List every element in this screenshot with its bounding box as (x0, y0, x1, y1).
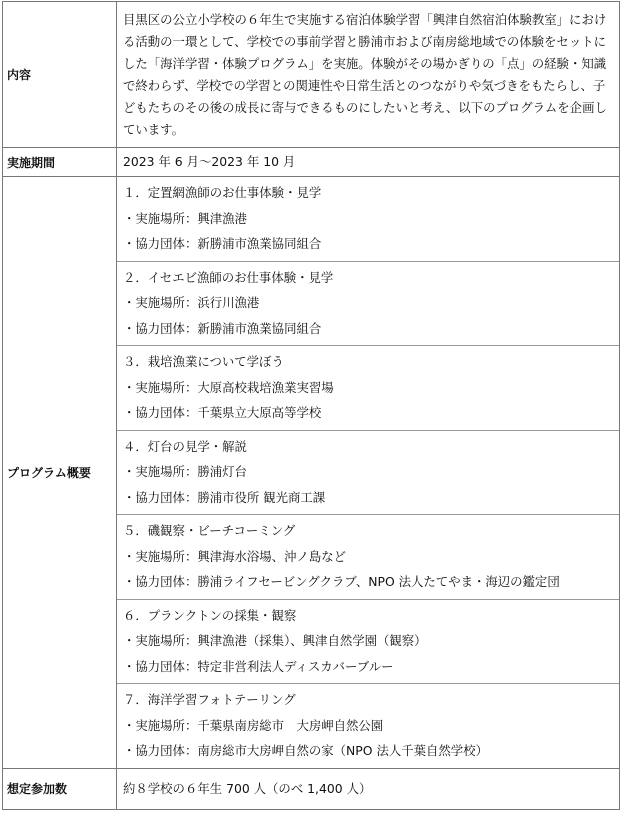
program-title: ３．栽培漁業について学ぼう (123, 354, 284, 369)
program-place: ・実施場所：千葉県南房総市 大房岬自然公園 (123, 717, 384, 733)
programs-label: プログラム概要 (3, 177, 117, 769)
programs-row (3, 177, 620, 769)
program-item (117, 684, 619, 768)
period-cell (117, 148, 620, 177)
program-partner: ・協力団体：千葉県立大原高等学校 (123, 405, 322, 420)
program-partner: ・協力団体：南房総市大房岬自然の家（NPO 法人千葉自然学校） (123, 743, 488, 758)
program-item (117, 515, 619, 600)
participants-cell (117, 768, 620, 809)
program-place: ・実施場所：浜行川漁港 (123, 295, 260, 310)
content-text: 目黒区の公立小学校の６年生で実施する宿泊体験学習「興津自然宿泊体験教室」における活動の一環として、学校での事前学習と勝浦市および南房総地域での体験をセットにした「海洋学習・体験プログラム」を実施。体験がその場かぎりの「点」の経験・知識で終わらず、学校での学習との関連性や日常生活とのつながりや気づきをもたらし、子どもたちのその後の成長に寄与できるものにしたいと考え、以下のプログラムを企画しています。 (123, 12, 607, 137)
program-title: ５．磯観察・ビーチコーミング (123, 523, 296, 538)
content-row (3, 2, 620, 148)
program-place: ・実施場所：勝浦灯台 (123, 464, 247, 479)
participants-label: 想定参加数 (3, 768, 117, 809)
program-item (117, 346, 619, 431)
program-item (117, 431, 619, 516)
program-partner: ・協力団体：勝浦ライフセービングクラブ、NPO 法人たてやま・海辺の鑑定団 (123, 574, 560, 589)
period-label: 実施期間 (3, 148, 117, 177)
program-partner: ・協力団体：勝浦市役所 観光商工課 (123, 489, 326, 505)
program-partner: ・協力団体：新勝浦市漁業協同組合 (123, 236, 322, 251)
program-place: ・実施場所：大原高校栽培漁業実習場 (123, 379, 334, 395)
program-partner: ・協力団体：新勝浦市漁業協同組合 (123, 320, 322, 336)
content-label: 内容 (3, 2, 117, 148)
program-info-table (2, 1, 620, 810)
period-row (3, 148, 620, 177)
program-title: ７．海洋学習フォトテーリング (123, 692, 296, 707)
program-place: ・実施場所：興津漁港（採集）、興津自然学園（観察） (123, 633, 427, 648)
program-partner: ・協力団体：特定非営利法人ディスカバーブルー (123, 658, 394, 674)
period-text: 2023 年 6 月～2023 年 10 月 (123, 154, 296, 169)
program-title: １．定置網漁師のお仕事体験・見学 (123, 185, 322, 200)
content-cell (117, 2, 620, 148)
program-item (117, 177, 619, 262)
program-title: ６．プランクトンの採集・観察 (123, 607, 297, 623)
program-title: ４．灯台の見学・解説 (123, 438, 247, 454)
program-place: ・実施場所：興津漁港 (123, 210, 247, 226)
participants-text: 約８学校の６年生 700 人（のべ 1,400 人） (123, 780, 372, 796)
programs-cell (117, 177, 620, 769)
program-item (117, 262, 619, 347)
program-place: ・実施場所：興津海水浴場、沖ノ島など (123, 548, 347, 564)
program-item (117, 600, 619, 685)
program-title: ２．イセエビ漁師のお仕事体験・見学 (123, 269, 334, 285)
participants-row (3, 768, 620, 809)
